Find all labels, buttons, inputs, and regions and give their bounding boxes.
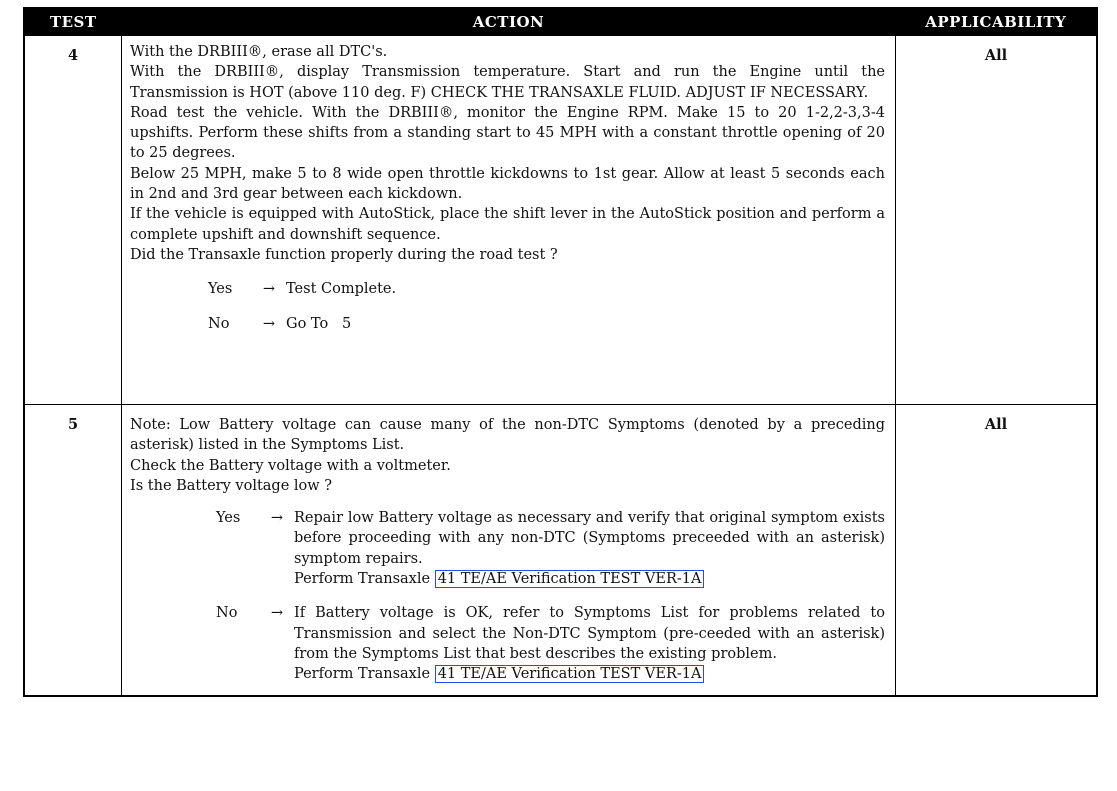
no-text: If Battery voltage is OK, refer to Symptoms List for problems related to Transmission and select the Non-DTC Symptom (pre-ceeded with an asterisk) from the Symptoms List that best describes the existing problem. bbox=[294, 605, 885, 662]
yes-text-block bbox=[294, 508, 885, 589]
action-line: If the vehicle is equipped with AutoStick, place the shift lever in the AutoStick position and perform a complete upshift and downshift sequence. bbox=[130, 206, 885, 243]
applicability-value: All bbox=[896, 405, 1098, 696]
verification-test-link[interactable]: 41 TE/AE Verification TEST VER-1A bbox=[435, 665, 705, 683]
applicability-value: All bbox=[896, 36, 1098, 405]
action-line: Road test the vehicle. With the DRBIII®, monitor the Engine RPM. Make 15 to 20 1-2,2-3,3-4 upshifts. Perform these shifts from a standing start to 45 MPH with a constant throttle opening of 20 to 25 degrees. bbox=[130, 104, 885, 162]
action-line: Below 25 MPH, make 5 to 8 wide open throttle kickdowns to 1st gear. Allow at least 5 seconds each in 2nd and 3rd gear between each kickdown. bbox=[130, 165, 885, 203]
yes-label: Yes bbox=[208, 281, 233, 298]
no-text-block bbox=[294, 603, 885, 684]
action-line: Is the Battery voltage low ? bbox=[130, 477, 333, 494]
perform-line bbox=[294, 664, 885, 684]
arrow-icon: → bbox=[270, 605, 284, 622]
action-line: Check the Battery voltage with a voltmeter. bbox=[130, 457, 451, 474]
yes-response bbox=[130, 508, 885, 589]
yes-label: Yes bbox=[216, 510, 241, 527]
no-response bbox=[130, 603, 885, 684]
action-cell bbox=[122, 36, 896, 405]
action-line: Did the Transaxle function properly during the road test ? bbox=[130, 246, 558, 263]
table-header-row bbox=[24, 8, 1097, 36]
header-applicability: APPLICABILITY bbox=[896, 8, 1098, 36]
no-text: Go To 5 bbox=[286, 315, 352, 332]
yes-response bbox=[130, 279, 885, 299]
yes-text: Repair low Battery voltage as necessary and verify that original symptom exists before proceeding with any non-DTC (Symptoms preceeded with an asterisk) symptom repairs. bbox=[294, 510, 885, 567]
no-response bbox=[130, 314, 885, 334]
action-line: With the DRBIII®, erase all DTC's. bbox=[130, 44, 388, 60]
perform-label: Perform Transaxle bbox=[294, 571, 431, 588]
no-label: No bbox=[208, 315, 230, 332]
action-line: Note: Low Battery voltage can cause many of the non-DTC Symptoms (denoted by a preceding asterisk) listed in the Symptoms List. bbox=[130, 417, 885, 454]
verification-test-link[interactable]: 41 TE/AE Verification TEST VER-1A bbox=[435, 570, 705, 588]
perform-label: Perform Transaxle bbox=[294, 666, 431, 683]
arrow-icon: → bbox=[270, 510, 284, 527]
arrow-icon: → bbox=[262, 281, 276, 298]
table-row bbox=[24, 36, 1097, 405]
header-test: TEST bbox=[24, 8, 122, 36]
header-action: ACTION bbox=[122, 8, 896, 36]
action-cell bbox=[122, 405, 896, 696]
diagnostic-procedure-table bbox=[23, 7, 1098, 697]
test-number: 4 bbox=[24, 36, 122, 405]
action-line: With the DRBIII®, display Transmission temperature. Start and run the Engine until the Transmission is HOT (above 110 deg. F) CHECK THE TRANSAXLE FLUID. ADJUST IF NECESSARY. bbox=[130, 64, 885, 101]
perform-line bbox=[294, 569, 885, 589]
yes-text: Test Complete. bbox=[286, 281, 397, 298]
arrow-icon: → bbox=[262, 315, 276, 332]
test-number: 5 bbox=[24, 405, 122, 696]
no-label: No bbox=[216, 605, 238, 622]
table-row bbox=[24, 405, 1097, 696]
